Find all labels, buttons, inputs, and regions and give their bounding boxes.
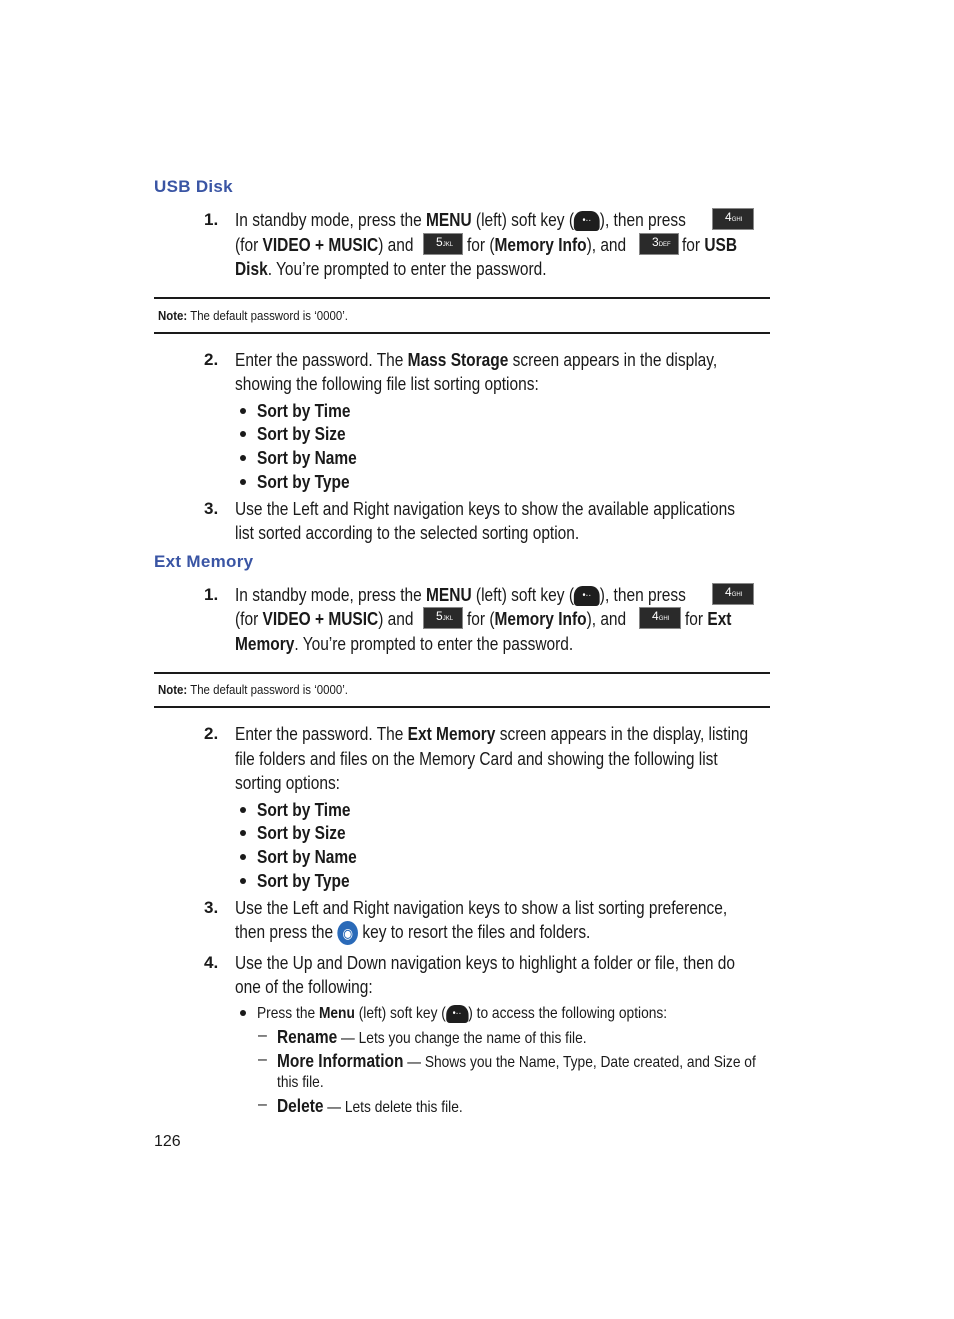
- step-number: 1.: [204, 210, 219, 229]
- bullet: [240, 479, 246, 485]
- bullet: [240, 408, 246, 414]
- step-text: list sorted according to the selected sorting option.: [235, 523, 580, 543]
- step-text: Enter the password. The Mass Storage screen appears in the display,: [235, 350, 718, 370]
- bullet: [240, 830, 246, 836]
- dash-bullet: –: [258, 1051, 267, 1068]
- step-text: then press the ◉ key to resort the files and folders.: [235, 920, 590, 945]
- bullet: [240, 455, 246, 461]
- step-text: (for VIDEO + MUSIC) and: [235, 235, 414, 255]
- page-number: 126: [154, 1133, 181, 1150]
- section-heading-usb-disk: USB Disk: [154, 177, 233, 196]
- step-text: In standby mode, press the MENU (left) soft key ( •·· ), then press: [235, 585, 686, 605]
- option-text: this file.: [277, 1074, 324, 1091]
- sort-option: Sort by Size: [257, 424, 346, 444]
- step-text: showing the following file list sorting options:: [235, 374, 539, 394]
- step-text: In standby mode, press the MENU (left) soft key ( •·· ), then press: [235, 210, 686, 230]
- ok-key-icon: ◉: [337, 921, 358, 945]
- step-text: Use the Up and Down navigation keys to highlight a folder or file, then do: [235, 953, 735, 973]
- sort-option: Sort by Size: [257, 823, 346, 843]
- step-text: for (Memory Info), and: [467, 609, 627, 629]
- left-soft-key-icon: •··: [446, 1005, 468, 1023]
- left-soft-key-icon: •··: [574, 211, 600, 231]
- option-text: Delete — Lets delete this file.: [277, 1096, 463, 1116]
- note-bottom-rule: [154, 706, 770, 708]
- step-number: 3.: [204, 898, 219, 917]
- step-number: 4.: [204, 953, 219, 972]
- key-5-icon: 5JKL: [423, 607, 463, 629]
- key-4-icon: 4GHI: [712, 208, 754, 230]
- note: Note: The default password is ‘0000’.: [158, 682, 348, 697]
- note-bottom-rule: [154, 332, 770, 334]
- left-soft-key-icon: •··: [574, 586, 600, 606]
- bullet: [240, 807, 246, 813]
- sort-option: Sort by Type: [257, 472, 350, 492]
- sort-option: Sort by Name: [257, 847, 357, 867]
- note: Note: The default password is ‘0000’.: [158, 308, 348, 323]
- note-top-rule: [154, 672, 770, 674]
- bullet: [240, 431, 246, 437]
- bullet: [240, 854, 246, 860]
- step-text: Disk. You’re prompted to enter the password.: [235, 259, 547, 279]
- sort-option: Sort by Type: [257, 871, 350, 891]
- step-number: 2.: [204, 350, 219, 369]
- sort-option: Sort by Time: [257, 800, 351, 820]
- key-5-icon: 5JKL: [423, 233, 463, 255]
- sort-option: Sort by Time: [257, 401, 351, 421]
- step-text: (for VIDEO + MUSIC) and: [235, 609, 414, 629]
- section-heading-ext-memory: Ext Memory: [154, 552, 254, 571]
- sort-option: Sort by Name: [257, 448, 357, 468]
- step-text: file folders and files on the Memory Card and showing the following list: [235, 749, 718, 769]
- step-text: one of the following:: [235, 977, 373, 997]
- note-top-rule: [154, 297, 770, 299]
- dash-bullet: –: [258, 1096, 267, 1113]
- option-text: More Information — Shows you the Name, Type, Date created, and Size of: [277, 1051, 756, 1071]
- step-text: Memory. You’re prompted to enter the password.: [235, 634, 574, 654]
- key-4-icon: 4GHI: [639, 607, 681, 629]
- bullet: [240, 878, 246, 884]
- step-text: sorting options:: [235, 773, 340, 793]
- bullet: [240, 1010, 246, 1016]
- step-number: 2.: [204, 724, 219, 743]
- key-3-icon: 3DEF: [639, 233, 679, 255]
- dash-bullet: –: [258, 1027, 267, 1044]
- step-number: 3.: [204, 499, 219, 518]
- sub-step-text: Press the Menu (left) soft key ( •·· ) to access the following options:: [257, 1005, 668, 1022]
- step-text: Use the Left and Right navigation keys to show the available applications: [235, 499, 735, 519]
- key-4-icon: 4GHI: [712, 583, 754, 605]
- step-text: for USB: [682, 235, 738, 255]
- step-text: Enter the password. The Ext Memory screen appears in the display, listing: [235, 724, 749, 744]
- step-number: 1.: [204, 585, 219, 604]
- step-text: for (Memory Info), and: [467, 235, 627, 255]
- step-text: Use the Left and Right navigation keys to show a list sorting preference,: [235, 898, 728, 918]
- option-text: Rename — Lets you change the name of this file.: [277, 1027, 587, 1047]
- step-text: for Ext: [685, 609, 732, 629]
